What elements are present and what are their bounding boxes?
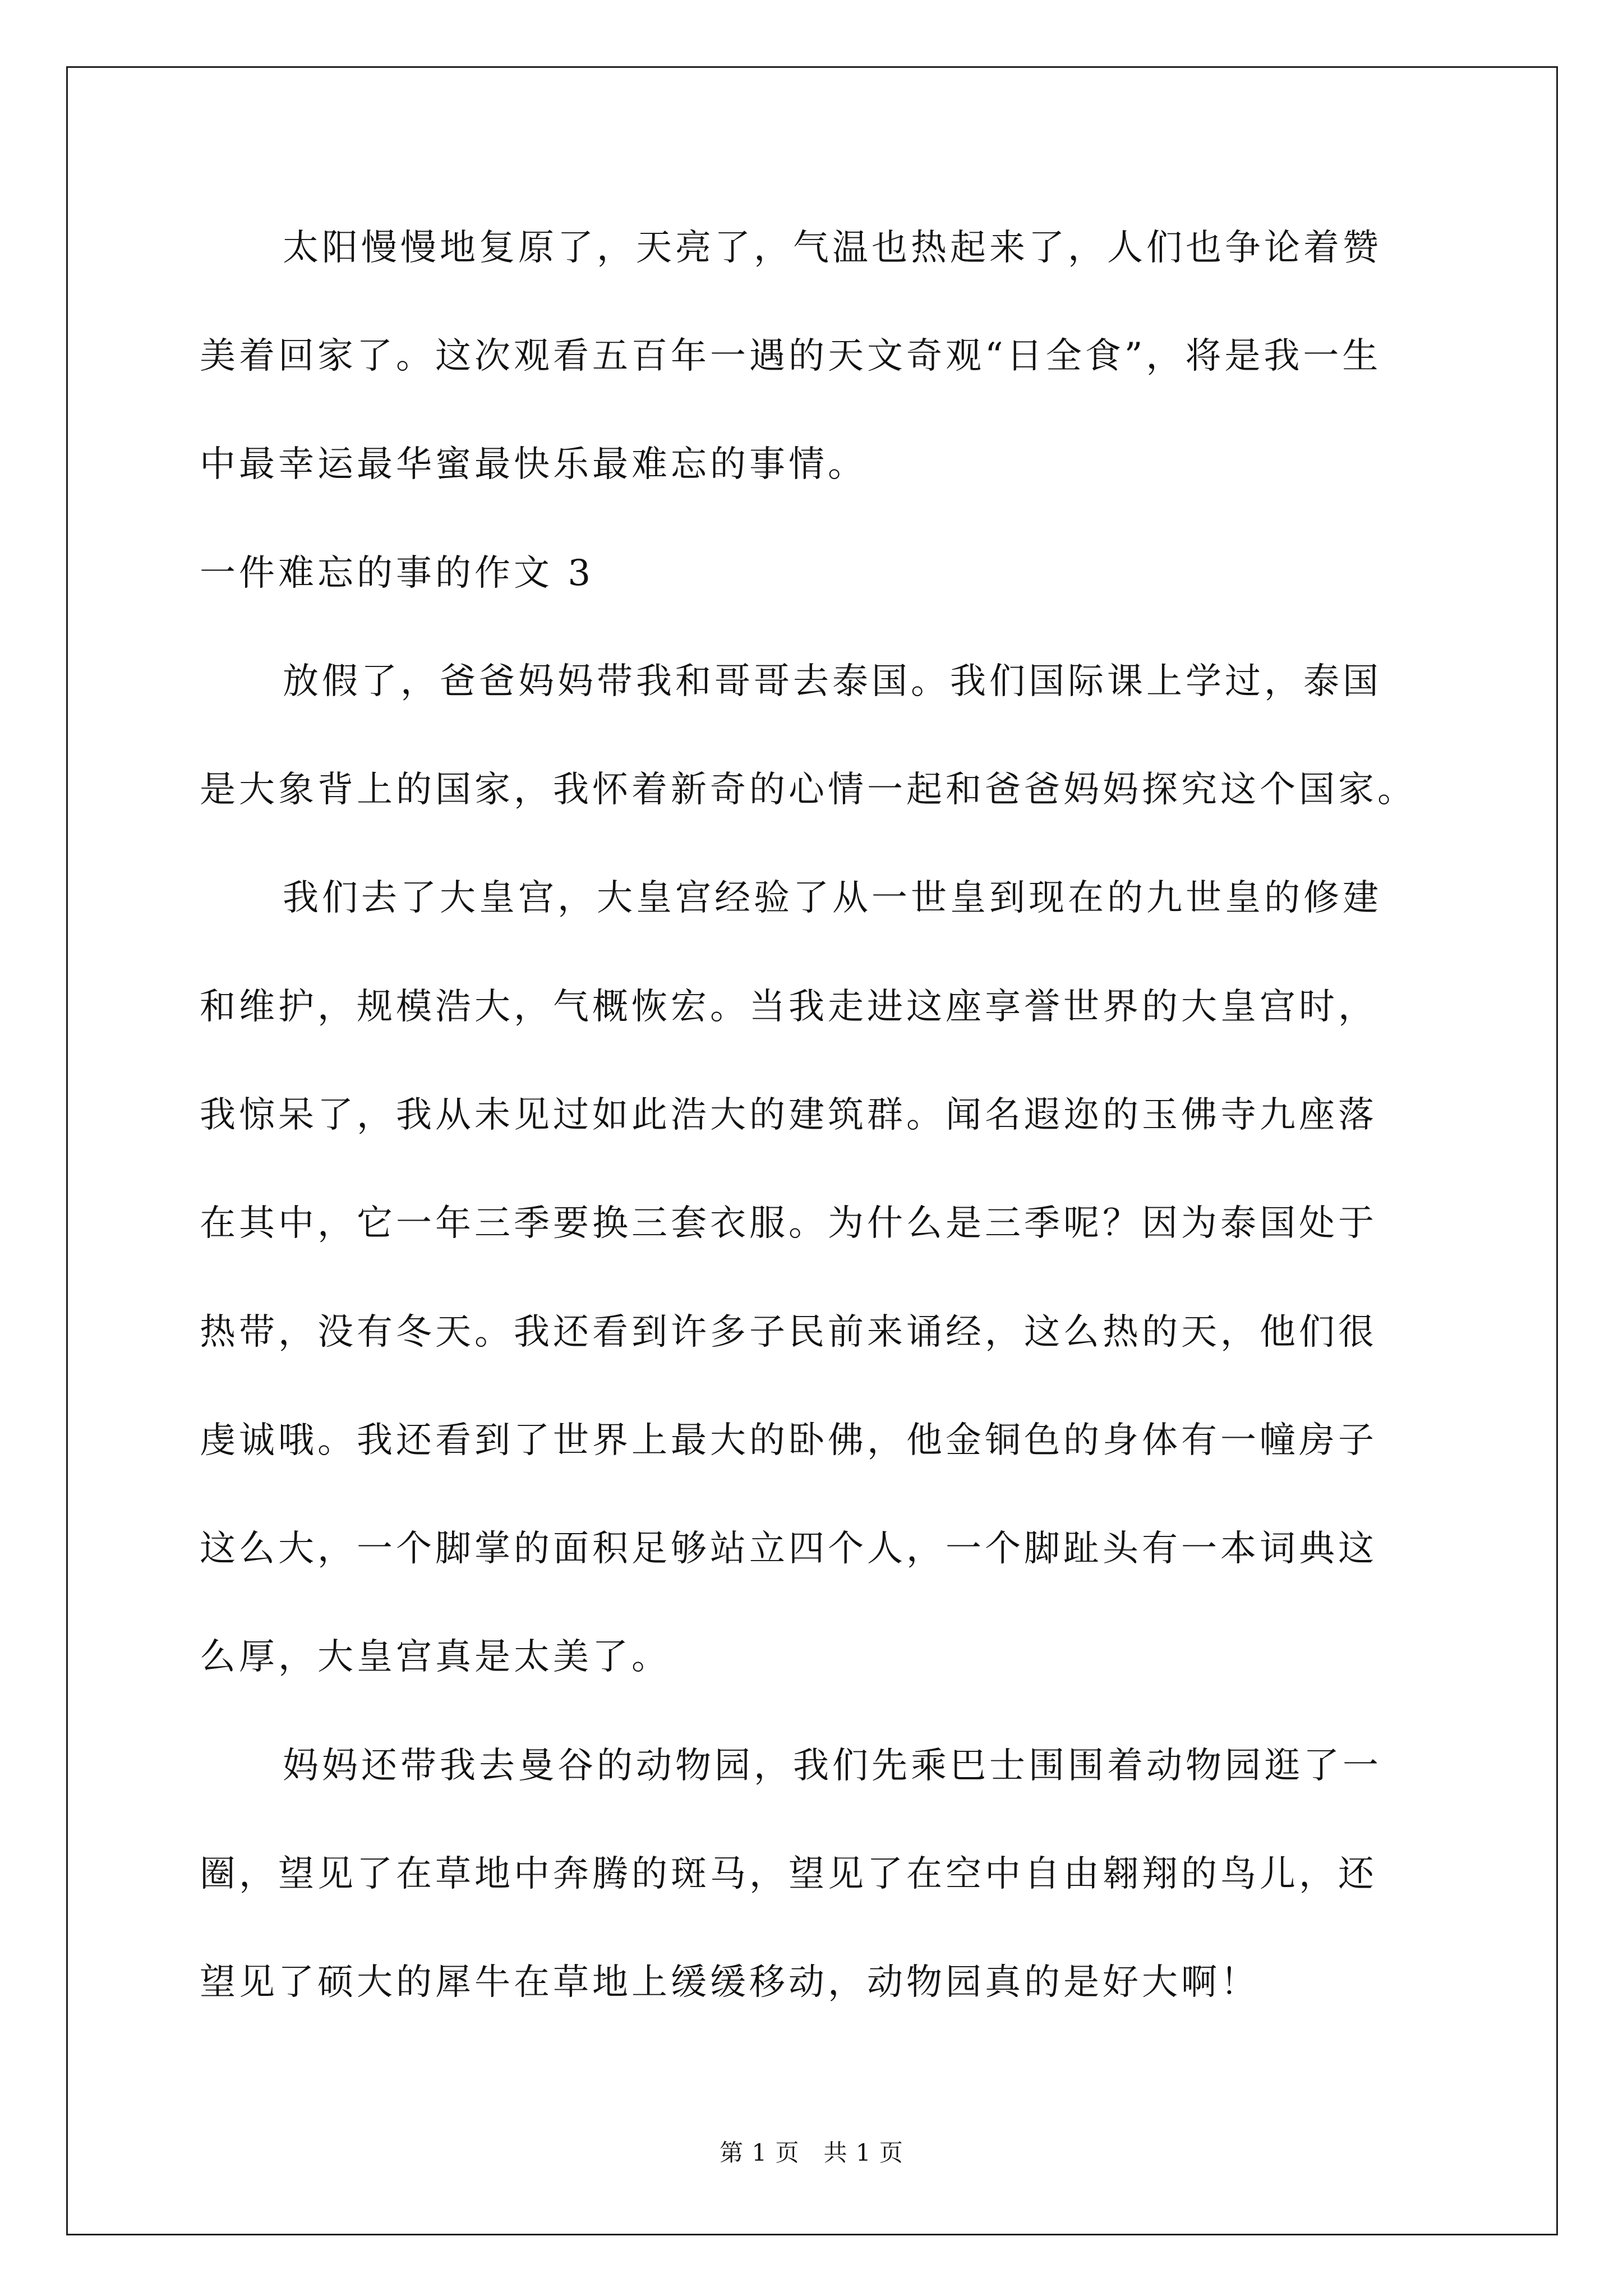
paragraph-line: 望见了硕大的犀牛在草地上缓缓移动，动物园真的是好大啊！ xyxy=(200,1962,1260,2003)
section-heading: 一件难忘的事的作文 3 xyxy=(200,553,594,594)
paragraph-line: 放假了，爸爸妈妈带我和哥哥去泰国。我们国际课上学过，泰国 xyxy=(283,661,1382,702)
paragraph-line: 太阳慢慢地复原了，天亮了，气温也热起来了，人们也争论着赞 xyxy=(283,227,1382,269)
paragraph-line: 圈，望见了在草地中奔腾的斑马，望见了在空中自由翱翔的鸟儿，还 xyxy=(200,1853,1377,1895)
paragraph-line: 虔诚哦。我还看到了世界上最大的卧佛，他金铜色的身体有一幢房子 xyxy=(200,1420,1377,1461)
paragraph-line: 这么大，一个脚掌的面积足够站立四个人，一个脚趾头有一本词典这 xyxy=(200,1528,1377,1570)
paragraph-line: 我惊呆了，我从未见过如此浩大的建筑群。闻名遐迩的玉佛寺九座落 xyxy=(200,1094,1377,1136)
page-footer: 第 1 页 共 1 页 xyxy=(720,2139,903,2166)
paragraph-line: 和维护，规模浩大，气概恢宏。当我走进这座享誉世界的大皇宫时， xyxy=(200,986,1377,1028)
paragraph-line: 在其中，它一年三季要换三套衣服。为什么是三季呢？因为泰国处于 xyxy=(200,1203,1377,1244)
paragraph-line: 我们去了大皇宫，大皇宫经验了从一世皇到现在的九世皇的修建 xyxy=(283,877,1382,919)
paragraph-line: 中最幸运最华蜜最快乐最难忘的事情。 xyxy=(200,444,867,485)
paragraph-line: 热带，没有冬天。我还看到许多子民前来诵经，这么热的天，他们很 xyxy=(200,1312,1377,1353)
paragraph-line: 妈妈还带我去曼谷的动物园，我们先乘巴士围围着动物园逛了一 xyxy=(283,1745,1382,1787)
paragraph-line: 么厚，大皇宫真是太美了。 xyxy=(200,1636,671,1678)
page-border xyxy=(66,66,1558,2235)
paragraph-line: 是大象背上的国家，我怀着新奇的心情一起和爸爸妈妈探究这个国家。 xyxy=(200,769,1417,811)
paragraph-line: 美着回家了。这次观看五百年一遇的天文奇观“日全食”，将是我一生 xyxy=(200,335,1382,377)
